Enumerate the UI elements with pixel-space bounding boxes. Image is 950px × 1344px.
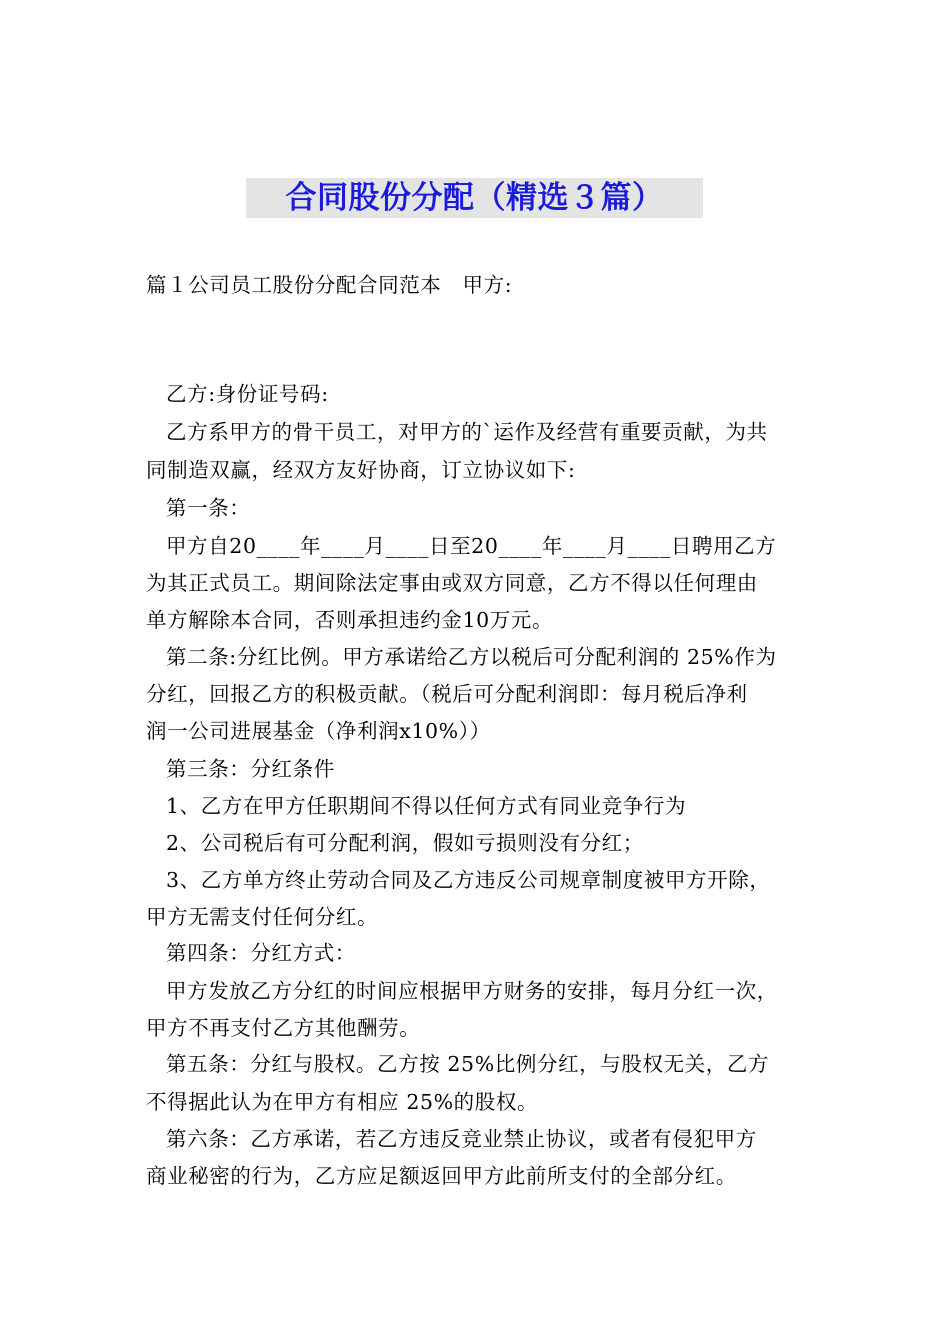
paragraph-line: 3、乙方单方终止劳动合同及乙方违反公司规章制度被甲方开除， — [166, 868, 771, 892]
paragraph-line: 单方解除本合同，否则承担违约金10万元。 — [146, 608, 554, 632]
paragraph-line: 同制造双赢，经双方友好协商，订立协议如下: — [146, 458, 576, 482]
paragraph-line: 第六条：乙方承诺，若乙方违反竞业禁止协议，或者有侵犯甲方 — [166, 1127, 757, 1151]
paragraph-line: 不得据此认为在甲方有相应 25%的股权。 — [146, 1090, 539, 1114]
paragraph-line: 2、公司税后有可分配利润，假如亏损则没有分红； — [166, 831, 644, 855]
paragraph-line: 润一公司进展基金（净利润x10%）） — [146, 719, 491, 743]
paragraph-line: 第一条： — [166, 496, 251, 520]
paragraph-line: 第五条：分红与股权。乙方按 25%比例分红，与股权无关，乙方 — [166, 1052, 770, 1076]
paragraph-line: 分红，回报乙方的积极贡献。（税后可分配利润即：每月税后净利 — [146, 682, 748, 706]
paragraph-line: 乙方系甲方的骨干员工，对甲方的`运作及经营有重要贡献，为共 — [166, 420, 768, 444]
paragraph-line: 1、乙方在甲方任职期间不得以任何方式有同业竞争行为 — [166, 794, 687, 818]
paragraph-line: 商业秘密的行为，乙方应足额返回甲方此前所支付的全部分红。 — [146, 1164, 737, 1188]
paragraph-line: 为其正式员工。期间除法定事由或双方同意，乙方不得以任何理由 — [146, 571, 758, 595]
document-title: 合同股份分配（精选３篇） — [285, 180, 664, 216]
paragraph-line: 甲方自20____年____月____日至20____年____月____日聘用乙方 — [166, 534, 777, 558]
title-highlight — [246, 178, 703, 218]
section-heading: 篇１公司员工股份分配合同范本 甲方: — [146, 273, 513, 297]
paragraph-line: 甲方不再支付乙方其他酬劳。 — [146, 1016, 421, 1040]
paragraph-line: 甲方发放乙方分红的时间应根据甲方财务的安排，每月分红一次， — [166, 979, 778, 1003]
paragraph-line: 第二条:分红比例。甲方承诺给乙方以税后可分配利润的 25%作为 — [166, 645, 777, 669]
paragraph-line: 第四条：分红方式： — [166, 941, 356, 965]
paragraph-line: 乙方:身份证号码: — [166, 382, 329, 406]
paragraph-line: 甲方无需支付任何分红。 — [146, 905, 379, 929]
paragraph-line: 第三条：分红条件 — [166, 757, 335, 781]
